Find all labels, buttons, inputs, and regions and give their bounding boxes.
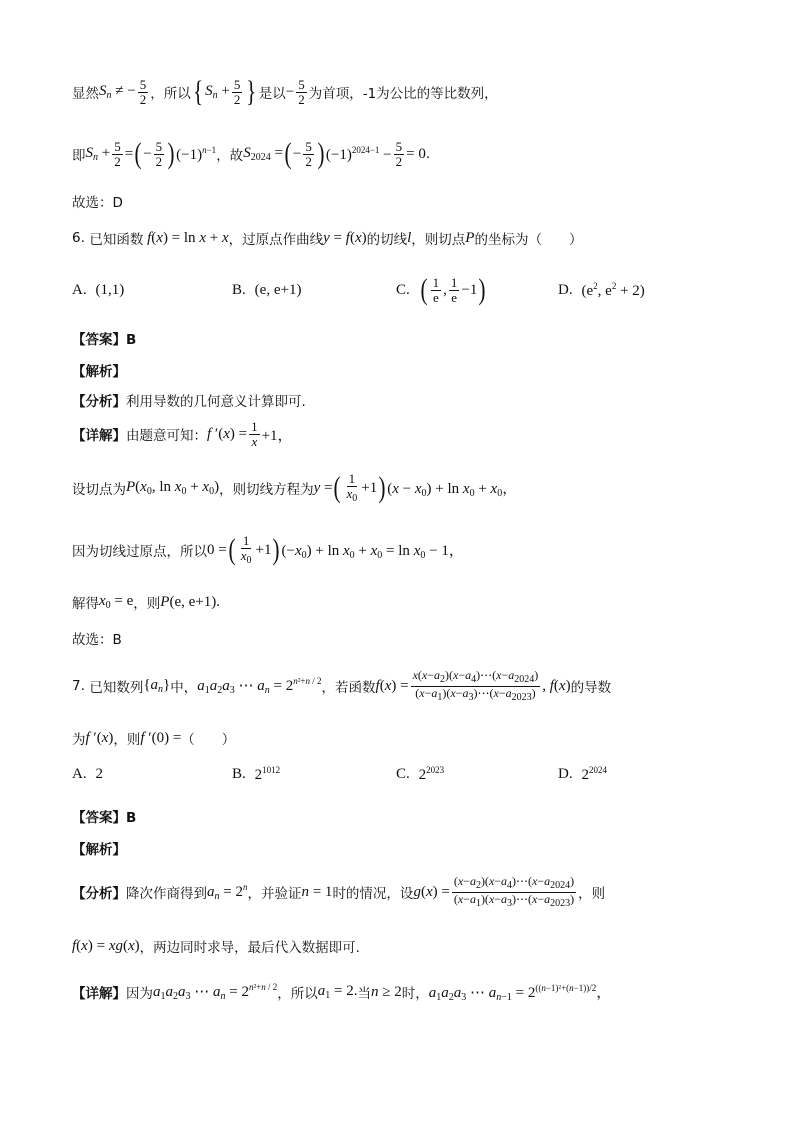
option-d[interactable]: D. $2^{2024}$ (558, 764, 607, 783)
option-c[interactable]: C. ( $\frac{1}{e}$ , $\frac{1}{e}$ −1 ) (396, 273, 486, 306)
detail-line-1: 【详解】 由题意可知： f ′(x) = $\frac{1}{x}$ +1， (72, 418, 293, 449)
text: 显然 (72, 86, 99, 102)
option-a[interactable]: A. 2 (72, 765, 103, 782)
text: ，过原点作曲线 (228, 232, 324, 248)
question-number: 6. (72, 230, 85, 246)
question-6: 6. 已知函数 f(x) = ln x + x ，过原点作曲线 y = f(x) 的切线 l ，则切点 P 的坐标为（ ） (72, 229, 583, 248)
text: ，所以 (150, 86, 191, 102)
text: 的切线 (366, 232, 408, 248)
text: 已知函数 (89, 232, 144, 248)
option-b[interactable]: B. $2^{1012}$ (232, 764, 281, 783)
text: -1为公比的等比数列， (362, 86, 498, 102)
answer-choice-d: 故选：D (72, 195, 123, 211)
text: 是以 (258, 86, 286, 102)
line-sn-not-equal: 显然 $S_n$ ≠ − $\frac{5}{2}$ ，所以 { $S_n$ + $\frac{5}{2}$ } 是以 − $\frac{5}{2}$ 为首项， -1为公比的等比数列， (72, 75, 498, 108)
answer-label: 【答案】B (72, 810, 137, 826)
answer-label: 【答案】B (72, 332, 137, 348)
text: ，则切点 (411, 232, 466, 248)
text: 的坐标为（ ） (474, 232, 583, 248)
option-a[interactable]: A. (1,1) (72, 281, 125, 298)
text: . (425, 146, 431, 162)
option-d[interactable]: D. ($e^2$, $e^2 + 2$) (558, 280, 645, 299)
detail-line-4: 解得 $x_0 = e$ ，则 P(e, e+1). (72, 593, 220, 612)
detail-line-3: 因为切线过原点，所以 0 = ( $\frac{1}{x_0}$ +1 ) $(-x_0) + \ln x_0 + x_0 = \ln x_0 - 1$， (72, 532, 464, 566)
option-c[interactable]: C. $2^{2023}$ (396, 764, 445, 783)
question-7-cont: 为 f ′(x) ，则 f ′(0) = （ ） (72, 729, 236, 748)
text: 即 (72, 148, 86, 164)
question-7: 7. 已知数列 $\{a_n\}$ 中， $a_1a_2a_3$ ⋯ $a_n = 2^{n^2+n / 2}$ ，若函数 f(x) = $\frac{x(x-a_2)(x-a_4)\cdots(x-a_{2024})}{(x-a_1)(x-a_3)\cdots(x-a_{2023})}$ , f(x) 的导数 (72, 668, 612, 703)
option-b[interactable]: B. (e, e+1) (232, 281, 302, 298)
fenxi-line-2: f(x) = xg(x) ，两边同时求导，最后代入数据即可. (72, 937, 360, 956)
detail-line: 【详解】 因为 $a_1a_2a_3$ ⋯ $a_n = 2^{n^2+n / 2}$ ，所以 $a_1 = 2$. 当 n ≥ 2 时， $a_1a_2a_3$ ⋯ $a_{n-1} = 2^{((n-1)^2+(n-1))/2}$， (72, 982, 612, 1003)
fenxi-line-1: 【分析】 降次作商得到 $a_n = 2^n$ ，并验证 n = 1 时的情况，设 g(x) = $\frac{(x-a_2)(x-a_4)\cdots(x-a_{2024})}{(x-a_1)(x-a_3)\cdots(x-a_{2023})}$ ，则 (72, 874, 606, 909)
line-sn-formula: 即 $S_n$ + $\frac{5}{2}$ = ( − $\frac{5}{2}$ ) $(-1)^{n-1}$ ，故 $S_{2024}$ = ( − $\frac{5}{2}$ ) $(-1)^{2024-1}$ − $\frac{5}{2}$ = 0 . (72, 137, 431, 170)
text: ，故 (216, 148, 244, 164)
analysis-label: 【解析】 (72, 842, 126, 858)
analysis-label: 【解析】 (72, 364, 126, 380)
text: 为首项， (308, 86, 363, 102)
fenxi-line: 【分析】 利用导数的几何意义计算即可. (72, 394, 306, 410)
answer-choice-b: 故选：B (72, 632, 122, 648)
detail-line-2: 设切点为 $P(x_0$, $\ln x_0 + x_0$) ，则切线方程为 y = ( $\frac{1}{x_0}$ +1 ) $(x - x_0) + \ln x_0 + x_0$， (72, 470, 518, 504)
